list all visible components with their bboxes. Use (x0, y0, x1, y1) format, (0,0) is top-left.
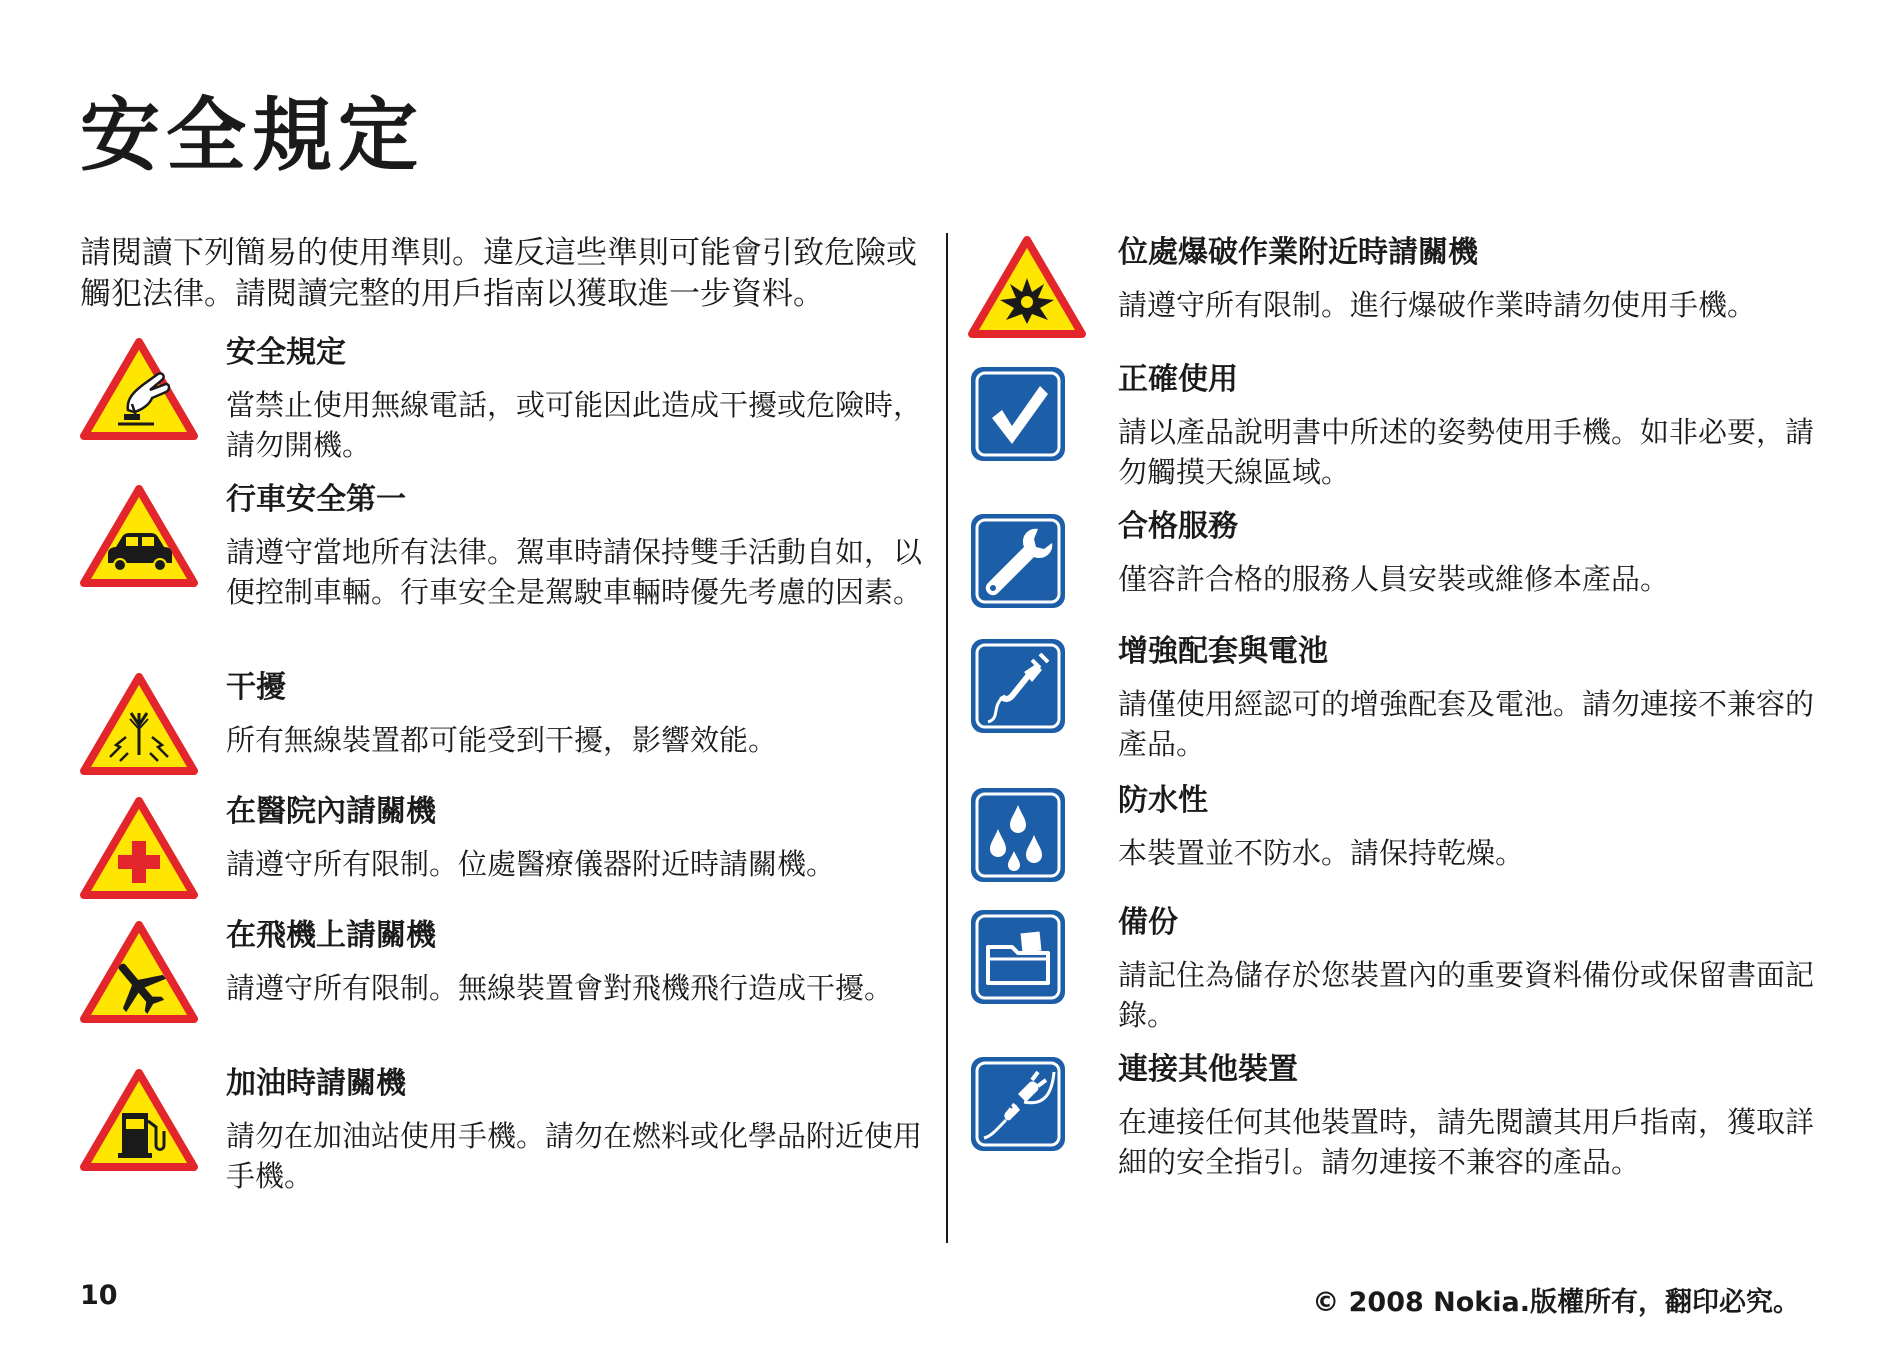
folder-backup-icon (968, 903, 1118, 1011)
antenna-interference-warning-icon (80, 668, 226, 780)
airplane-warning-icon (80, 916, 226, 1028)
refuelling-item (80, 1064, 925, 1212)
item-body: 當禁止使用無線電話，或可能因此造成干擾或危險時，請勿開機。 (226, 388, 923, 462)
copyright-notice: © 2008 Nokia.版權所有，翻印必究。 (1312, 1287, 1800, 1318)
item-title: 備份 (1118, 905, 1178, 940)
item-title: 位處爆破作業附近時請關機 (1118, 235, 1478, 270)
item-body: 所有無線裝置都可能受到干擾，影響效能。 (226, 723, 778, 757)
hand-switch-warning-icon (80, 333, 226, 445)
page-number: 10 (80, 1280, 118, 1311)
road-safety-item (80, 480, 925, 668)
item-body: 本裝置並不防水。請保持乾燥。 (1118, 836, 1525, 870)
charger-plug-icon (968, 632, 1118, 740)
car-warning-icon (80, 480, 226, 592)
item-body: 請勿在加油站使用手機。請勿在燃料或化學品附近使用手機。 (226, 1119, 923, 1193)
safety-item (80, 333, 925, 480)
item-title: 在醫院內請關機 (226, 794, 436, 829)
interference-item (80, 668, 925, 792)
left-column (80, 233, 925, 1212)
wrench-icon (968, 507, 1118, 615)
right-column (968, 233, 1818, 1190)
aircraft-item (80, 916, 925, 1064)
blasting-item (968, 233, 1818, 360)
item-title: 增強配套與電池 (1118, 634, 1328, 669)
item-title: 加油時請關機 (226, 1066, 406, 1101)
fuel-pump-warning-icon (80, 1064, 226, 1176)
item-body: 請僅使用經認可的增強配套及電池。請勿連接不兼容的產品。 (1118, 687, 1815, 761)
item-body: 僅容許合格的服務人員安裝或維修本產品。 (1118, 562, 1670, 596)
backup-item (968, 903, 1818, 1050)
water-resistance-item (968, 781, 1818, 903)
item-title: 在飛機上請關機 (226, 918, 436, 953)
qualified-service-item (968, 507, 1818, 632)
item-body: 請遵守所有限制。進行爆破作業時請勿使用手機。 (1118, 288, 1757, 322)
connector-cable-icon (968, 1050, 1118, 1158)
item-body: 請記住為儲存於您裝置內的重要資料備份或保留書面記錄。 (1118, 958, 1815, 1032)
enhancements-item (968, 632, 1818, 781)
item-body: 請以產品說明書中所述的姿勢使用手機。如非必要，請勿觸摸天線區域。 (1118, 415, 1815, 489)
column-divider (946, 233, 948, 1243)
hospital-item (80, 792, 925, 916)
connecting-item (968, 1050, 1818, 1190)
explosion-warning-icon (968, 233, 1118, 341)
proper-use-item (968, 360, 1818, 507)
item-body: 請遵守所有限制。位處醫療儀器附近時請關機。 (226, 847, 836, 881)
item-title: 防水性 (1118, 783, 1208, 818)
item-title: 干擾 (226, 670, 286, 705)
item-title: 合格服務 (1118, 509, 1238, 544)
item-title: 安全規定 (226, 335, 346, 370)
medical-cross-warning-icon (80, 792, 226, 904)
item-body: 請遵守所有限制。無線裝置會對飛機飛行造成干擾。 (226, 971, 894, 1005)
page-title: 安全規定 (80, 89, 424, 182)
item-body: 在連接任何其他裝置時，請先閱讀其用戶指南，獲取詳細的安全指引。請勿連接不兼容的產品。 (1118, 1105, 1815, 1179)
item-title: 行車安全第一 (226, 482, 406, 517)
water-drops-icon (968, 781, 1118, 889)
item-title: 連接其他裝置 (1118, 1052, 1298, 1087)
item-title: 正確使用 (1118, 362, 1238, 397)
intro-paragraph: 請閱讀下列簡易的使用準則。違反這些準則可能會引致危險或觸犯法律。請閱讀完整的用戶指南以獲取進一步資料。 (80, 235, 917, 312)
item-body: 請遵守當地所有法律。駕車時請保持雙手活動自如，以便控制車輛。行車安全是駕駛車輛時優先考慮的因素。 (226, 535, 923, 609)
checkmark-icon (968, 360, 1118, 468)
